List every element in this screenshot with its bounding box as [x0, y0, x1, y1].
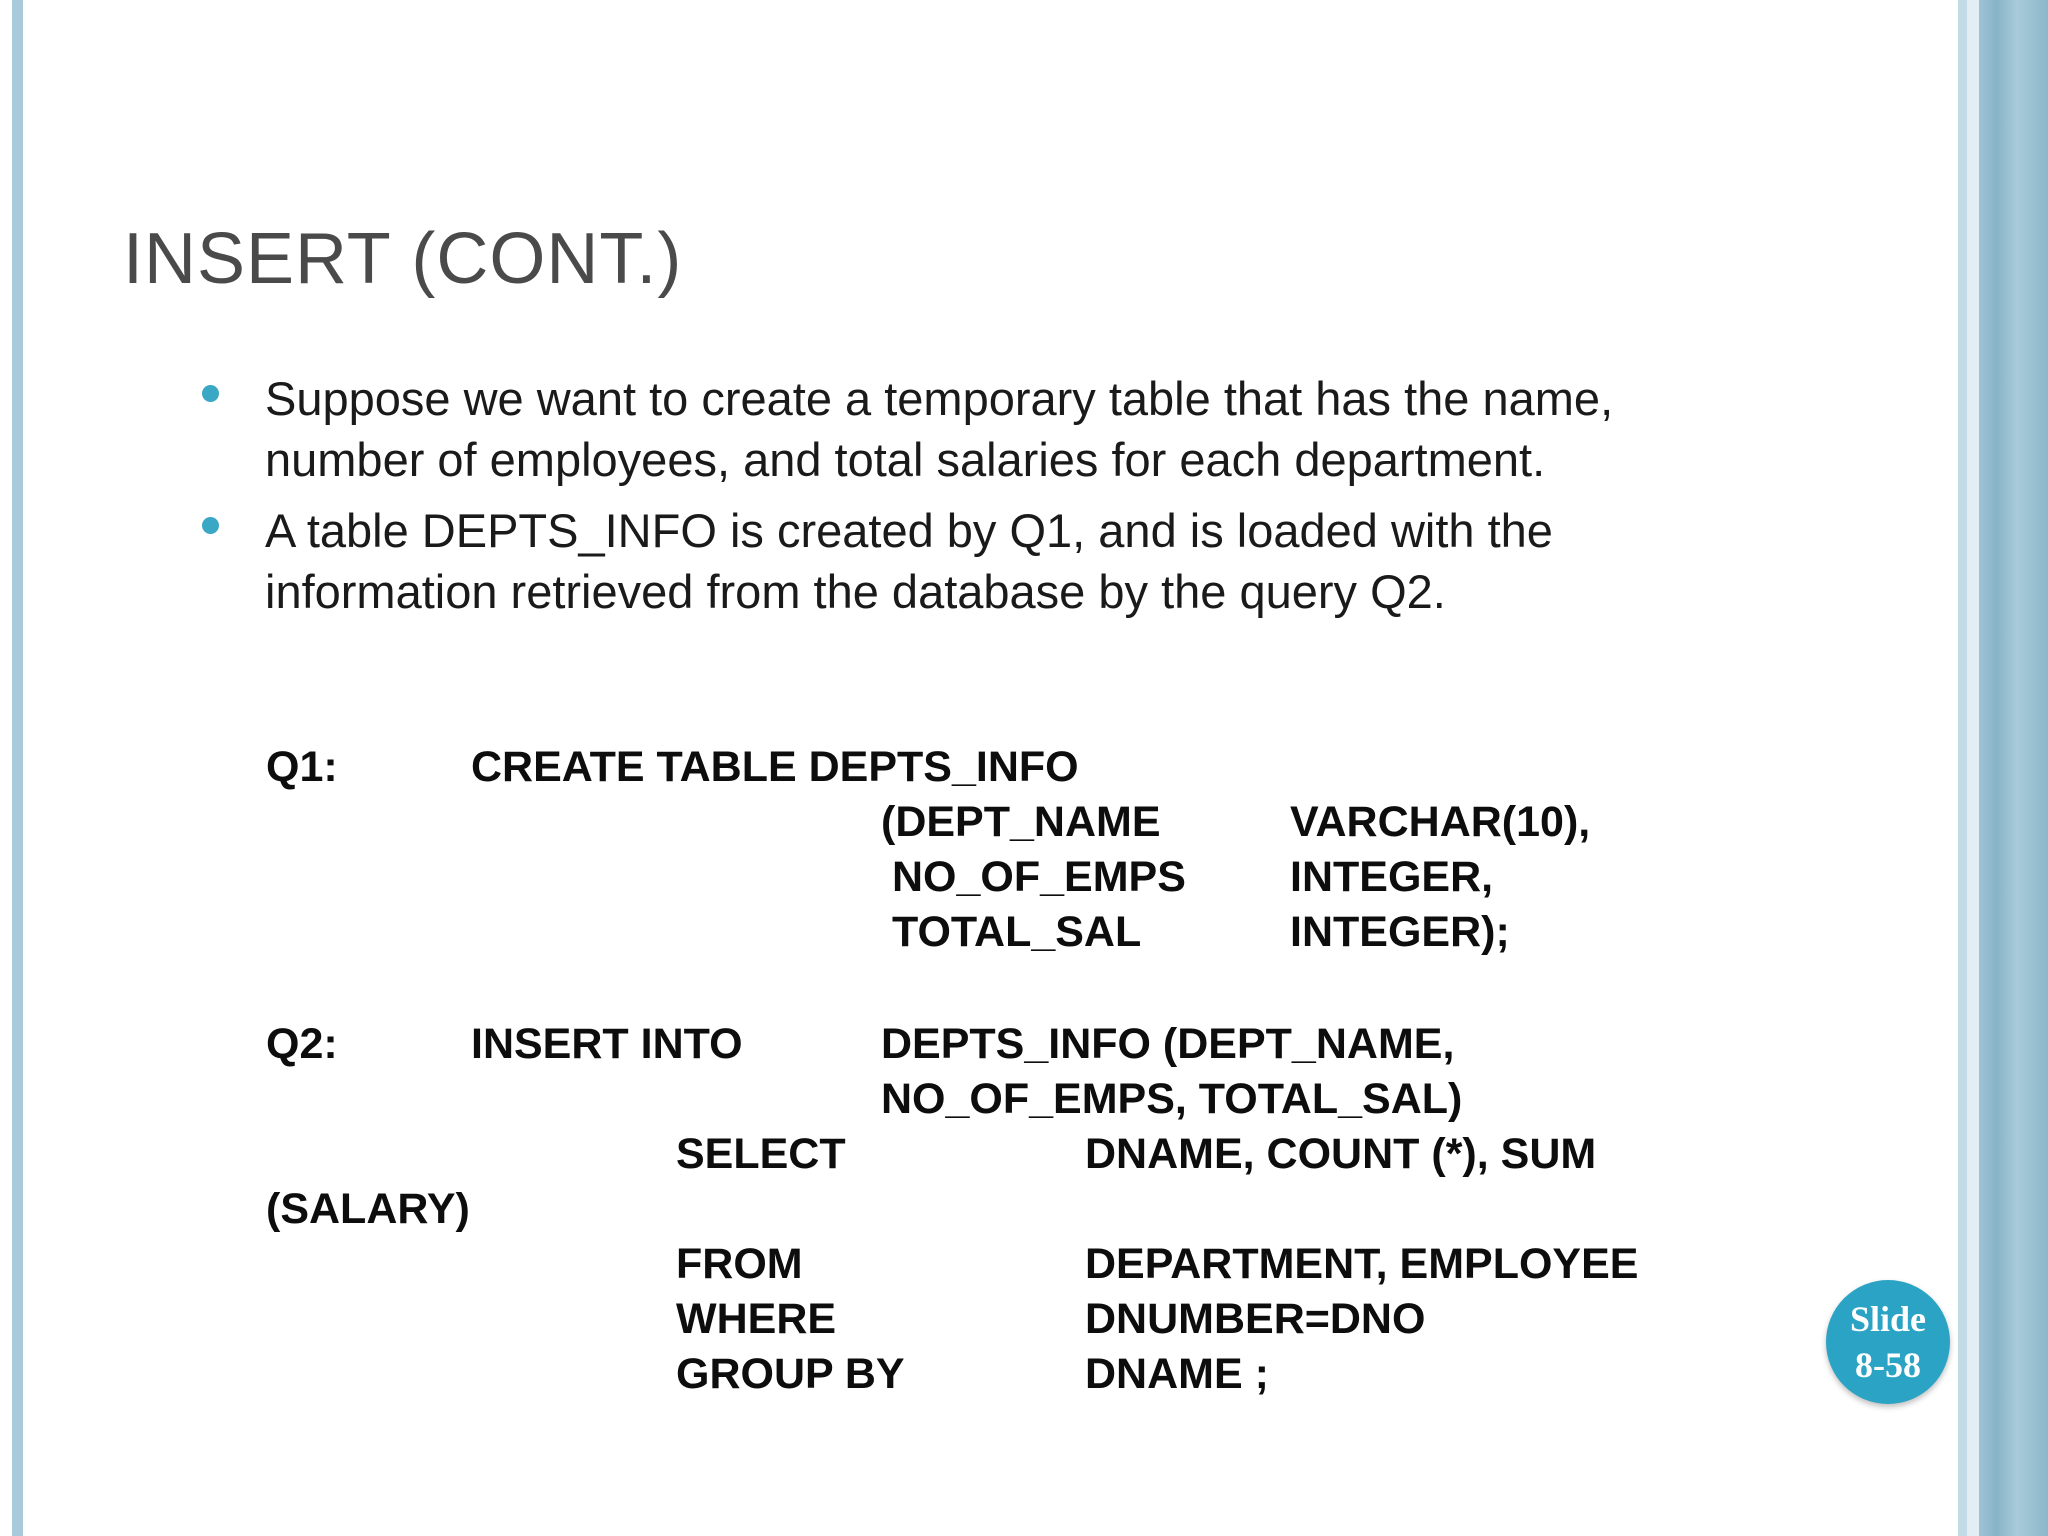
bullet-item [265, 500, 1725, 622]
q2-from-value: DEPARTMENT, EMPLOYEE [1085, 1240, 1639, 1288]
q2-from-keyword: FROM [676, 1240, 803, 1288]
q1-column-type: INTEGER, [1290, 853, 1494, 901]
slide-number-badge [1826, 1280, 1950, 1404]
bullet-dot-icon [202, 385, 219, 402]
q2-where-keyword: WHERE [676, 1295, 837, 1343]
q2-insert-target: NO_OF_EMPS, TOTAL_SAL) [881, 1075, 1463, 1123]
q1-column-name: TOTAL_SAL [892, 908, 1142, 956]
q1-column-name: NO_OF_EMPS [892, 853, 1186, 901]
q2-where-value: DNUMBER=DNO [1085, 1295, 1426, 1343]
right-border-stripe-outer [1979, 0, 2048, 1536]
q2-groupby-keyword: GROUP BY [676, 1350, 905, 1398]
bullet-list [265, 368, 1725, 632]
bullet-text: Suppose we want to create a temporary table that has the name, number of employees, and total salaries for each department. [265, 372, 1614, 486]
right-border-stripe-inner [1958, 0, 1967, 1536]
q2-insert-target: DEPTS_INFO (DEPT_NAME, [881, 1020, 1455, 1068]
q2-select-value: DNAME, COUNT (*), SUM [1085, 1130, 1597, 1178]
q1-column-name: (DEPT_NAME [881, 798, 1161, 846]
q2-select-keyword: SELECT [676, 1130, 846, 1178]
bullet-dot-icon [202, 517, 219, 534]
q2-select-wrap: (SALARY) [266, 1185, 470, 1233]
q2-label: Q2: [266, 1020, 338, 1068]
bullet-item [265, 368, 1725, 490]
q1-column-type: INTEGER); [1290, 908, 1510, 956]
slide-title: INSERT (CONT.) [123, 219, 683, 299]
right-border-stripe-middle [1967, 0, 1979, 1536]
q1-create-statement: CREATE TABLE DEPTS_INFO [471, 743, 1079, 791]
bullet-text: A table DEPTS_INFO is created by Q1, and is loaded with the information retrieved from the database by the query Q2. [265, 504, 1553, 618]
q2-groupby-value: DNAME ; [1085, 1350, 1269, 1398]
slide-badge-label: Slide [1849, 1299, 1927, 1339]
q1-label: Q1: [266, 743, 338, 791]
q2-insert-keyword: INSERT INTO [471, 1020, 743, 1068]
left-border-stripe [12, 0, 23, 1536]
q1-column-type: VARCHAR(10), [1290, 798, 1591, 846]
slide-badge-number: 8-58 [1855, 1345, 1921, 1385]
